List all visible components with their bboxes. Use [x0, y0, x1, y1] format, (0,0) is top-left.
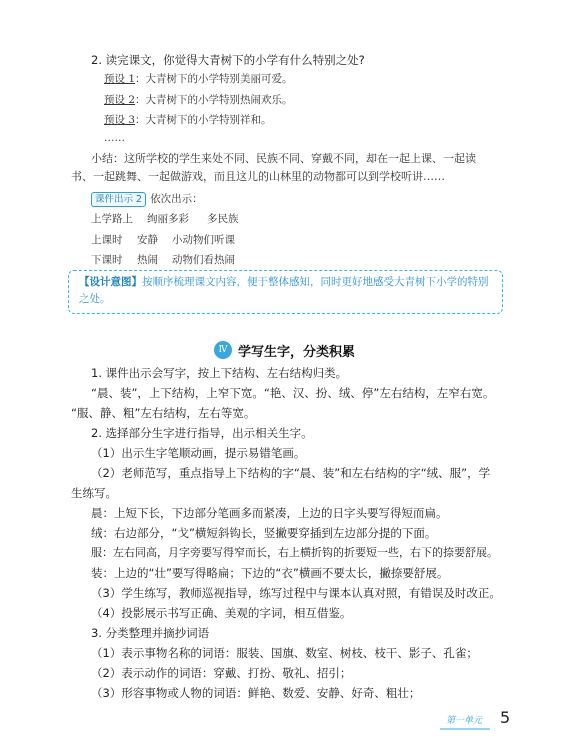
courseware-text: 依次出示： — [150, 193, 203, 205]
body-line: 生练写。 — [71, 486, 117, 500]
preset-1 — [104, 71, 293, 87]
board-cell: 上学路上 — [91, 213, 133, 225]
body-line: （4）投影展示书写正确、美观的字词，相互借鉴。 — [91, 606, 352, 620]
board-cell: 小动物们听课 — [172, 234, 235, 246]
body-line: （3）学生练写，教师巡视指导，练写过程中与课本认真对照，有错误及时改正。 — [91, 586, 501, 600]
preset-1-label: 预设 1 — [104, 73, 136, 85]
board-cell: 多民族 — [207, 213, 239, 225]
body-line: （2）老师范写，重点指导上下结构的字“晨、装”和左右结构的字“绒、服”，学 — [91, 466, 491, 480]
ellipsis: …… — [104, 132, 125, 144]
page-number: 5 — [500, 708, 511, 727]
footer-unit-label: 第一单元 — [446, 716, 483, 726]
board-cell: 下课时 — [91, 254, 123, 266]
preset-3-label: 预设 3 — [104, 114, 136, 126]
body-line: “服、静、粗”左右结构，左右等宽。 — [71, 406, 256, 420]
design-intent-label: 【设计意图】 — [79, 276, 142, 288]
body-line: 2. 选择部分生字进行指导，出示相关生字。 — [91, 426, 313, 440]
body-line: （1）表示事物名称的词语：服装、国旗、数室、树枝、枝干、影子、孔雀； — [91, 646, 478, 660]
body-line: 绒：右边部分，“戈”横短斜钩长，竖撇要穿插到左边部分提的下面。 — [91, 526, 437, 540]
question-2: 2. 读完课文，你觉得大青树下的小学有什么特别之处? — [91, 53, 365, 67]
body-line: 1. 课件出示会写字，按上下结构、左右结构归类。 — [91, 366, 348, 380]
body-line: 晨：上短下长，下边部分笔画多而紧凑，上边的日字头要写得短而扁。 — [91, 506, 448, 520]
board-cell: 安静 — [137, 234, 158, 246]
body-line: 装：上边的“壮”要写得略扁；下边的“衣”横画不要太长，撇捺要舒展。 — [91, 566, 449, 580]
preset-3-text: ：大青树下的小学特别祥和。 — [135, 114, 272, 126]
board-cell: 绚丽多彩 — [147, 213, 189, 225]
design-intent-body: 按顺序梳理课文内容，便于整体感知，同时更好地感受大青树下小学的特别之处。 — [79, 276, 489, 305]
board-cell: 上课时 — [91, 234, 123, 246]
body-line: （1）出示生字笔顺动画，提示易错笔画。 — [91, 446, 306, 460]
summary-line-1: 小结：这所学校的学生来处不同、民族不同、穿戴不同，却在一起上课、一起读 — [91, 152, 476, 165]
board-cell: 热闹 — [137, 254, 158, 266]
body-line: “晨、装”，上下结构，上窄下宽。“艳、汉、扮、绒、停”左右结构，左窄右宽。 — [91, 386, 495, 400]
preset-2 — [104, 92, 293, 108]
body-line: 服：左右同高，月字旁要写得窄而长，右上横折钩的折要短一些，右下的捺要舒展。 — [91, 546, 498, 559]
design-intent-text — [79, 274, 493, 308]
preset-2-label: 预设 2 — [104, 94, 136, 106]
preset-1-text: ：大青树下的小学特别美丽可爱。 — [135, 73, 293, 85]
board-cell: 动物们看热闹 — [172, 254, 235, 266]
preset-2-text: ：大青树下的小学特别热闹欢乐。 — [135, 94, 293, 106]
preset-3 — [104, 112, 272, 128]
section-numeral-icon: Ⅳ — [214, 341, 232, 359]
body-line: （2）表示动作的词语：穿戴、打扮、敬礼、招引； — [91, 666, 352, 680]
design-intent-box — [68, 270, 503, 314]
section-title: 学写生字，分类积累 — [238, 344, 356, 360]
summary-line-2: 书、一起跳舞、一起做游戏，而且这儿的山林里的动物都可以到学校听讲…… — [71, 170, 445, 183]
footer-rule — [440, 728, 490, 730]
courseware-tag: 课件出示 2 — [91, 192, 146, 207]
courseware-row — [91, 190, 203, 207]
section-heading — [214, 340, 355, 360]
body-line: （3）形容事物或人物的词语：鲜艳、数爱、安静、好奇、粗壮； — [91, 686, 421, 700]
body-line: 3. 分类整理并摘抄词语 — [91, 626, 210, 640]
